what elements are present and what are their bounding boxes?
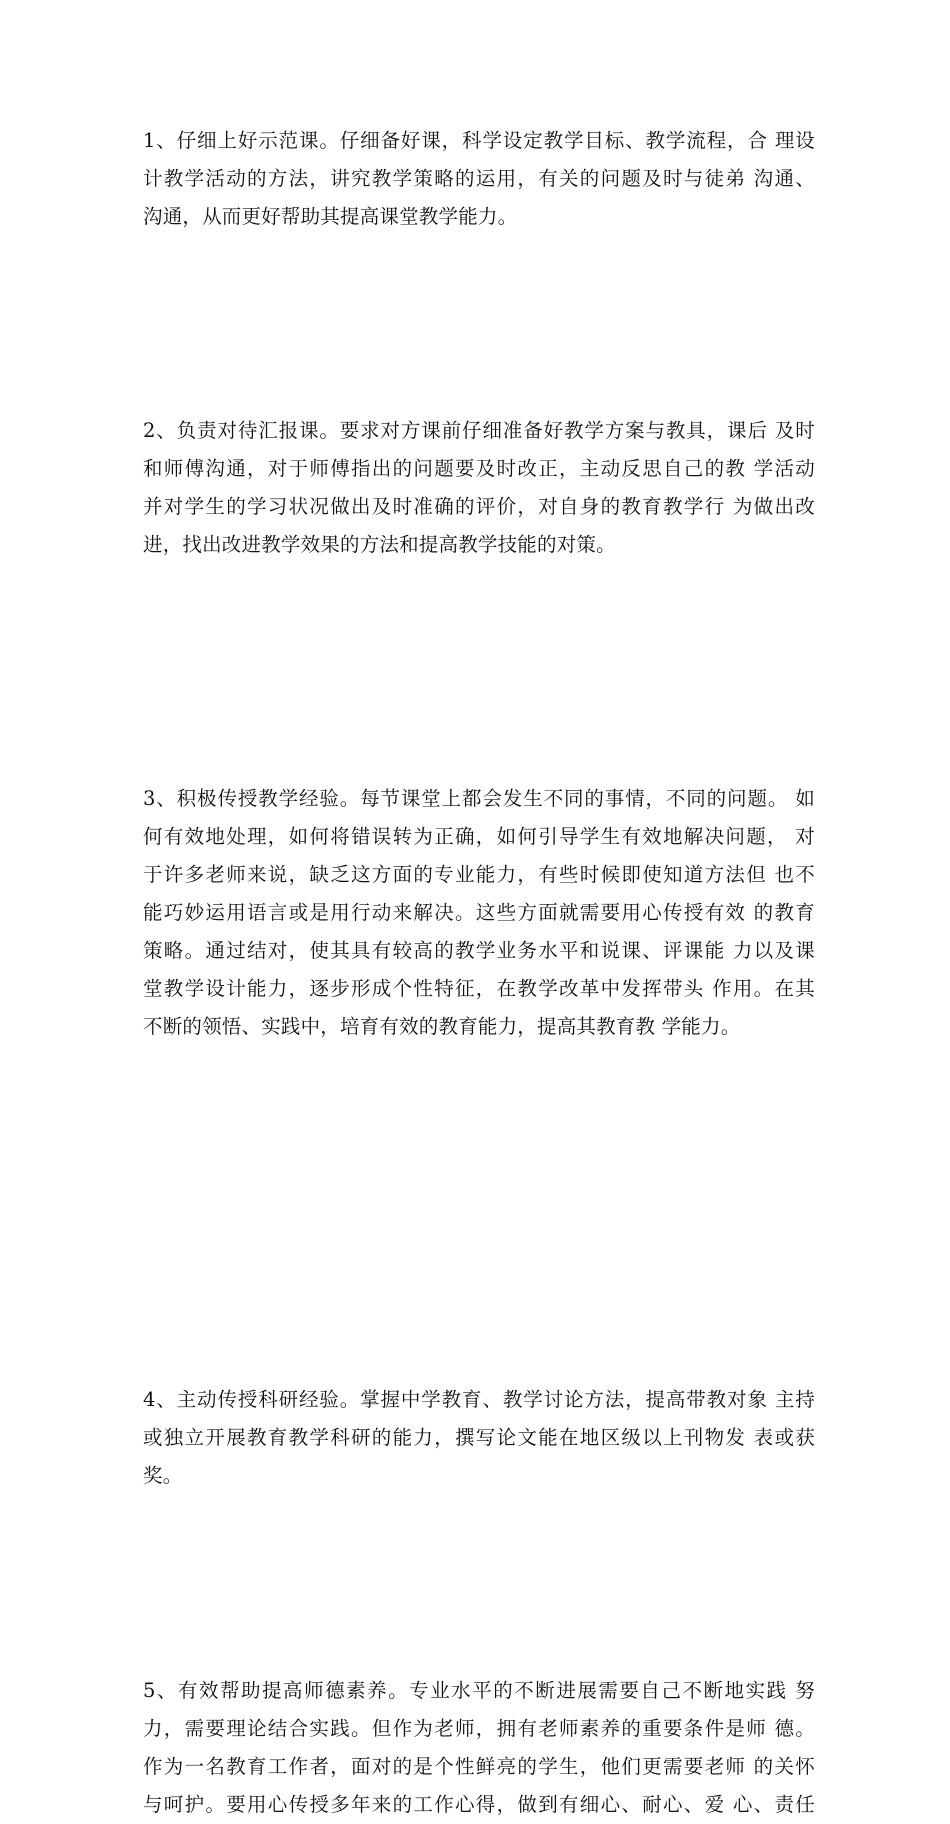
text-line: 沟通，从而更好帮助其提高课堂教学能力。 bbox=[143, 205, 518, 228]
text-line: 4、主动传授科研经验。掌握中学教育、教学讨论方法，提高带教对象 主持 bbox=[143, 1388, 815, 1411]
paragraph-3 bbox=[143, 780, 815, 1046]
paragraph-2 bbox=[143, 412, 815, 564]
text-line: 1、仔细上好示范课。仔细备好课，科学设定教学目标、教学流程，合 理设 bbox=[143, 129, 815, 152]
text-line: 5、有效帮助提高师德素养。专业水平的不断进展需要自己不断地实践 努 bbox=[143, 1679, 815, 1702]
paragraph-5 bbox=[143, 1672, 815, 1824]
text-line: 策略。通过结对，使其具有较高的教学业务水平和说课、评课能 力以及课 bbox=[143, 939, 815, 962]
text-line: 3、积极传授教学经验。每节课堂上都会发生不同的事情，不同的问题。 如 bbox=[143, 787, 815, 810]
text-line: 和师傅沟通，对于师傅指出的问题要及时改正，主动反思自己的教 学活动 bbox=[143, 457, 815, 480]
text-line: 不断的领悟、实践中，培育有效的教育能力，提高其教育教 学能力。 bbox=[143, 1015, 741, 1038]
text-line: 于许多老师来说，缺乏这方面的专业能力，有些时候即使知道方法但 也不 bbox=[143, 863, 815, 886]
text-line: 奖。 bbox=[143, 1464, 183, 1487]
text-line: 进，找出改进教学效果的方法和提高教学技能的对策。 bbox=[143, 533, 616, 556]
text-line: 2、负责对待汇报课。要求对方课前仔细准备好教学方案与教具，课后 及时 bbox=[143, 419, 815, 442]
text-line: 力，需要理论结合实践。但作为老师，拥有老师素养的重要条件是师 德。 bbox=[143, 1717, 815, 1740]
text-line: 作为一名教育工作者，面对的是个性鲜亮的学生，他们更需要老师 的关怀 bbox=[143, 1755, 815, 1778]
text-line: 何有效地处理，如何将错误转为正确，如何引导学生有效地解决问题， 对 bbox=[143, 825, 815, 848]
paragraph-1 bbox=[143, 122, 815, 236]
text-line: 堂教学设计能力，逐步形成个性特征，在教学改革中发挥带头 作用。在其 bbox=[143, 977, 815, 1000]
text-line: 能巧妙运用语言或是用行动来解决。这些方面就需要用心传授有效 的教育 bbox=[143, 901, 815, 924]
document-body bbox=[143, 122, 815, 1816]
text-line: 并对学生的学习状况做出及时准确的评价，对自身的教育教学行 为做出改 bbox=[143, 495, 815, 518]
paragraph-4 bbox=[143, 1381, 815, 1495]
text-line: 与呵护。要用心传授多年来的工作心得，做到有细心、耐心、爱 心、责任 bbox=[143, 1793, 815, 1816]
text-line: 计教学活动的方法，讲究教学策略的运用，有关的问题及时与徒弟 沟通、 bbox=[143, 167, 815, 190]
text-line: 或独立开展教育教学科研的能力，撰写论文能在地区级以上刊物发 表或获 bbox=[143, 1426, 815, 1449]
